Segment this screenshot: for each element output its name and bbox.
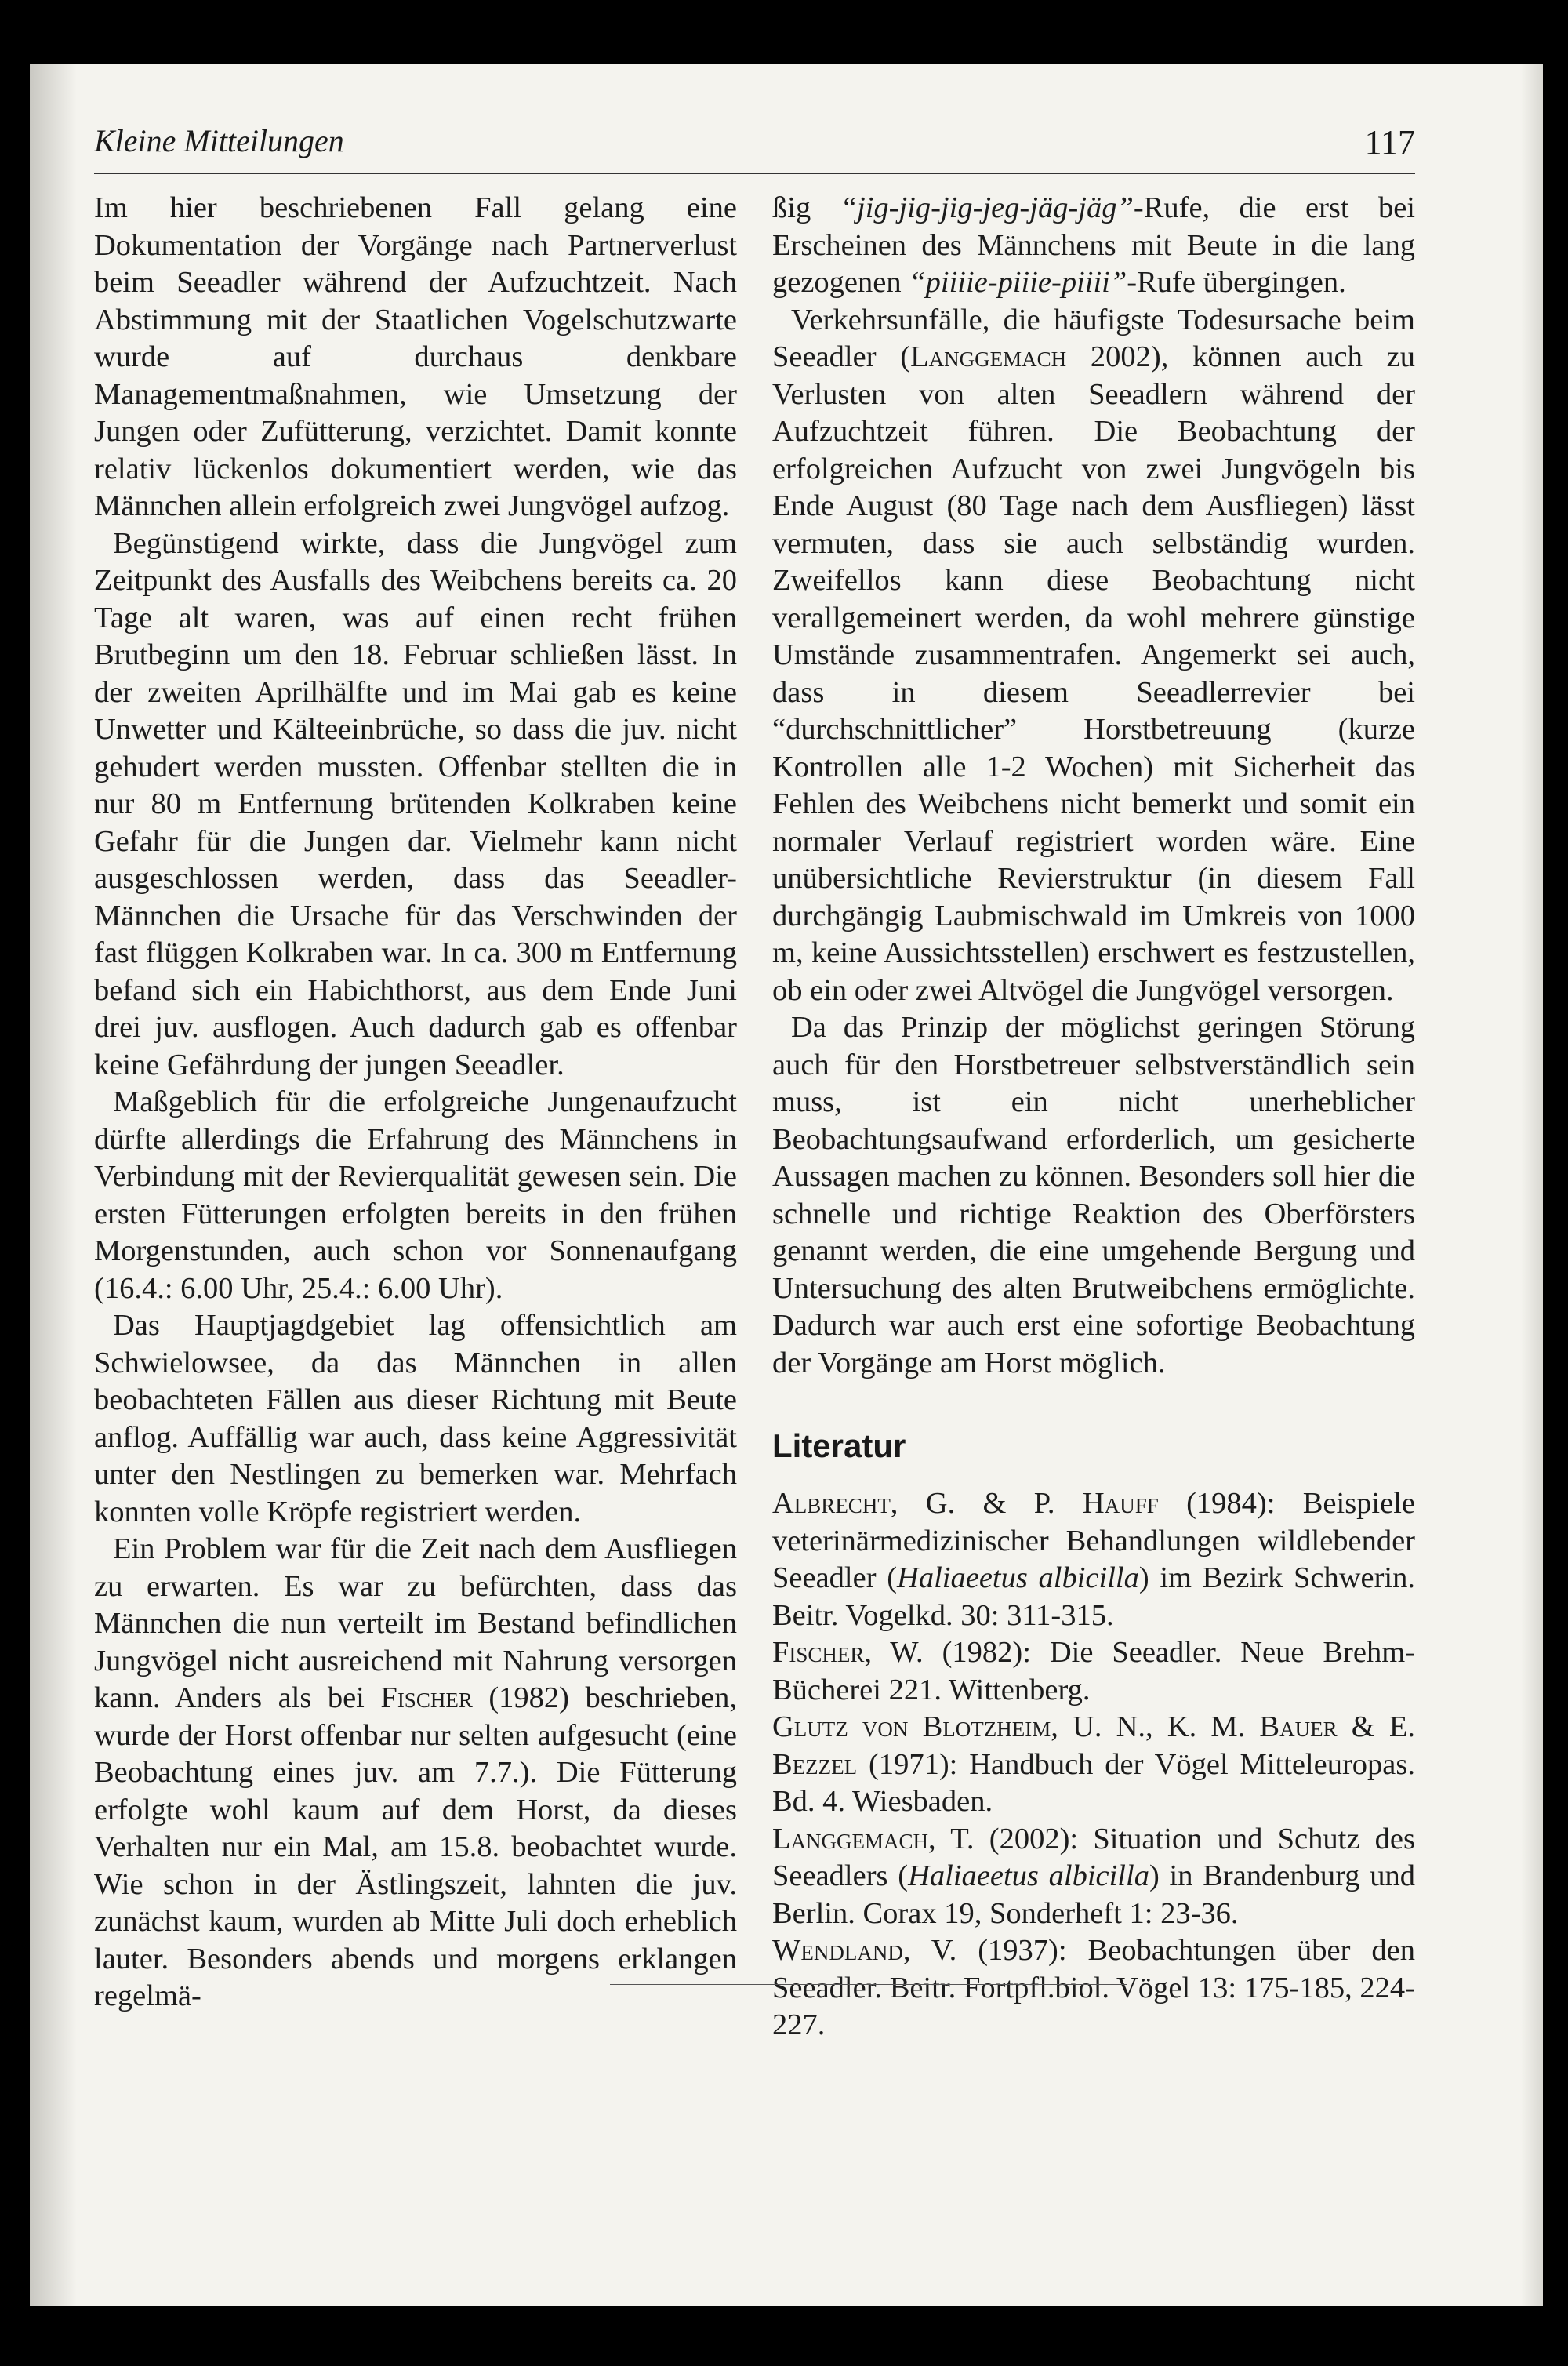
reference-text: (1971): Handbuch der Vögel Mitteleuropas. Bd. 4. Wiesbaden. — [772, 1747, 1415, 1818]
paragraph — [772, 190, 1415, 302]
right-column — [772, 190, 1415, 2044]
reference — [772, 1634, 1415, 1709]
reference — [772, 1709, 1415, 1821]
reference — [772, 1932, 1415, 2044]
reference-text: (2002): Situation und Schutz des Seeadlers ( — [772, 1822, 1416, 1892]
paragraph: Maßgeblich für die erfolgreiche Jungenaufzucht dürfte allerdings die Erfahrung des Männchens in Verbindung mit der Revierqualität gewesen sein. Die ersten Fütterungen erfolgten bereits in den frühen Morgenstunden, auch schon vor Sonnenaufgang (16.4.: 6.00 Uhr, 25.4.: 6.00 Uhr). — [94, 1085, 737, 1305]
paragraph: Da das Prinzip der möglichst geringen Störung auch für den Horstbetreuer selbstverständlich sein muss, ist ein nicht unerheblicher Beobachtungsaufwand erforderlich, um gesicherte Aussagen machen zu können. Besonders soll hier die schnelle und richtige Reaktion des Oberförsters genannt werden, die eine umgehende Bergung und Untersuchung des alten Brutweibchens ermöglichte. Dadurch war auch erst eine sofortige Beobachtung der Vorgänge am Horst möglich. — [772, 1011, 1415, 1379]
paragraph-text: -Rufe, die erst bei Erscheinen des Männchens mit Beute in die lang gezogenen — [772, 191, 1415, 299]
reference-text: (1984): Beispiele veterinärmedizinischer Behandlungen wildlebender Seeadler ( — [772, 1487, 1415, 1594]
paragraph-text: (1982) beschrieben, wurde der Horst offenbar nur selten aufgesucht (eine Beobachtung eines juv. am 7.7.). Die Fütterung erfolgte wohl kaum auf dem Horst, da dieses Verhalten nur ein Mal, am 15.8. beobachtet wurde. Wie schon in der Ästlingszeit, lahnten die juv. zunächst kaum, wurden ab Mitte Juli doch erheblich lauter. Besonders abends und morgens erklangen regelmä- — [94, 1681, 737, 2012]
reference-authors: Wendland, V. — [772, 1934, 957, 1967]
article-end-rule — [610, 1984, 1127, 1985]
reference-authors: Glutz von Blotzheim, U. N., K. M. Bauer & E. Bezzel — [772, 1710, 1415, 1781]
page-spine-shadow — [30, 64, 77, 2306]
paragraph-text: 2002), können auch zu Verlusten von alten Seeadlern während der Aufzuchtzeit führen. Die Beobachtung der erfolgreichen Aufzucht von zwei Jungvögeln bis Ende August (80 Tage nach dem Ausfliegen) lässt vermuten, dass sie auch selbständig wurden. Zweifellos kann diese Beobachtung nicht verallgemeinert werden, da wohl mehrere günstige Umstände zusammentrafen. Angemerkt sei auch, dass in diesem Seeadlerrevier bei “durchschnittlicher” Horstbetreuung (kurze Kontrollen alle 1-2 Wochen) mit Sicherheit das Fehlen des Weibchens nicht bemerkt und somit ein normaler Verlauf registriert worden wäre. Eine unübersichtliche Revierstruktur (in diesem Fall durchgängig Laubmischwald im Umkreis von 1000 m, keine Aussichtsstellen) erschwert es festzustellen, ob ein oder zwei Altvögel die Jungvögel versorgen. — [772, 340, 1415, 1007]
paragraph-text: ßig — [772, 191, 840, 224]
paragraph: Begünstigend wirkte, dass die Jungvögel zum Zeitpunkt des Ausfalls des Weibchens bereits ca. 20 Tage alt waren, was auf einen recht frühen Brutbeginn um den 18. Februar schließen lässt. In der zweiten Aprilhälfte und im Mai gab es keine Unwetter und Kälteeinbrüche, so dass die juv. nicht gehudert werden mussten. Offenbar stellten die in nur 80 m Entfernung brütenden Kolkraben keine Gefahr für die Jungen dar. Vielmehr kann nicht ausgeschlossen werden, dass das Seeadler-Männchen die Ursache für das Verschwinden der fast flüggen Kolkraben war. In ca. 300 m Entfernung befand sich ein Habichthorst, aus dem Ende Juni drei juv. ausflogen. Auch dadurch gab es offenbar keine Gefährdung der jungen Seeadler. — [94, 526, 737, 1081]
reference-text: (1937): Beobachtungen über den Seeadler. Beitr. Fortpfl.biol. Vögel 13: 175-185, 224-227. — [772, 1934, 1415, 2041]
page-number: 117 — [1364, 123, 1415, 162]
paragraph-text: Verkehrsunfälle, die häufigste Todesursache beim Seeadler ( — [772, 303, 1415, 373]
reference-authors: Langgemach, T. — [772, 1822, 975, 1855]
header-rule — [94, 173, 1415, 174]
call-text: “piiiie-piiie-piiii” — [909, 266, 1127, 299]
paragraph-text: Ein Problem war für die Zeit nach dem Ausfliegen zu erwarten. Es war zu befürchten, dass das Männchen die nun verteilt im Bestand befindlichen Jungvögel nicht ausreichend mit Nahrung versorgen kann. Anders als bei — [94, 1532, 737, 1714]
reference — [772, 1821, 1415, 1933]
book-page — [30, 64, 1543, 2306]
reference — [772, 1485, 1415, 1634]
running-head: Kleine Mitteilungen — [94, 123, 344, 158]
species-name: Haliaeetus albicilla — [897, 1561, 1139, 1594]
page-header — [94, 124, 1415, 180]
reference-authors: Albrecht, G. & P. Hauff — [772, 1487, 1159, 1520]
page-edge-shadow — [1521, 64, 1543, 2306]
reference-text: ) im Bezirk Schwerin. Beitr. Vogelkd. 30: 311-315. — [772, 1561, 1415, 1632]
paragraph — [772, 302, 1415, 1010]
left-column — [94, 190, 737, 2015]
reference-authors: Fischer, W. — [772, 1636, 924, 1669]
paragraph: Im hier beschriebenen Fall gelang eine Dokumentation der Vorgänge nach Partnerverlust beim Seeadler während der Aufzuchtzeit. Nach Abstimmung mit der Staatlichen Vogelschutzwarte wurde auf durchaus denkbare Managementmaßnahmen, wie Umsetzung der Jungen oder Zufütterung, verzichtet. Damit konnte relativ lückenlos dokumentiert werden, wie das Männchen allein erfolgreich zwei Jungvögel aufzog. — [94, 191, 737, 522]
literature-heading: Literatur — [772, 1427, 906, 1464]
call-text: “jig-jig-jig-jeg-jäg-jäg” — [840, 191, 1134, 224]
paragraph — [94, 1531, 737, 2015]
species-name: Haliaeetus albicilla — [908, 1859, 1149, 1892]
reference-text: ) in Brandenburg und Berlin. Corax 19, Sonderheft 1: 23-36. — [772, 1859, 1415, 1930]
paragraph-text: -Rufe übergingen. — [1127, 266, 1346, 299]
author-name: Langgemach — [910, 340, 1067, 373]
reference-text: (1982): Die Seeadler. Neue Brehm-Bücherei 221. Wittenberg. — [772, 1636, 1415, 1706]
paragraph: Das Hauptjagdgebiet lag offensichtlich am Schwielowsee, da das Männchen in allen beobachteten Fällen aus dieser Richtung mit Beute anflog. Auffällig war auch, dass keine Aggressivität unter den Nestlingen zu bemerken war. Mehrfach konnten volle Kröpfe registriert werden. — [94, 1309, 737, 1528]
author-name: Fischer — [380, 1681, 473, 1714]
